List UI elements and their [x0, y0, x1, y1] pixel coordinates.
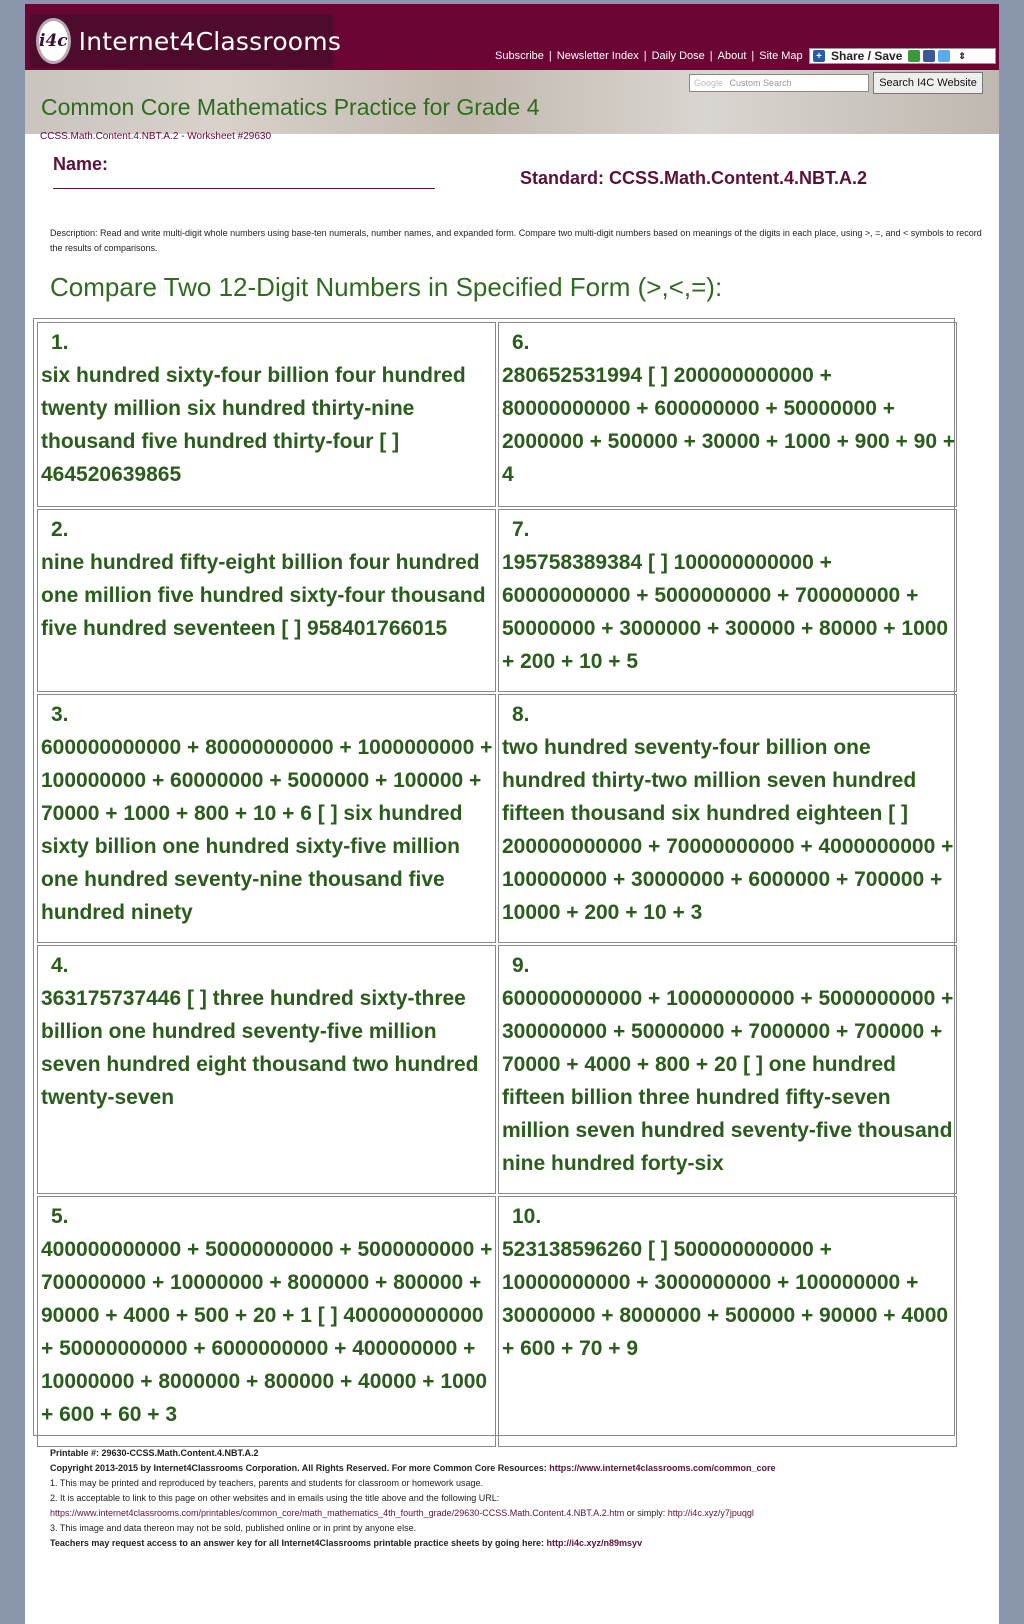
nav-separator: |: [751, 50, 755, 62]
problem-text: nine hundred fifty-eight billion four hundred one million five hundred sixty-four thousand five hundred seventeen [ ] 958401766015: [41, 551, 486, 640]
share-save-button[interactable]: [809, 48, 996, 64]
top-nav: [495, 50, 803, 62]
problem-number: 3.: [51, 703, 69, 726]
problem-number: 8.: [512, 703, 530, 726]
worksheet-url-link[interactable]: https://www.internet4classrooms.com/printables/common_core/math_mathematics_4th_fourth_grade/29630-CCSS.Math.Content.4.NBT.A.2.htm: [50, 1508, 625, 1518]
problem-text: 523138596260 [ ] 500000000000 + 10000000000 + 3000000000 + 100000000 + 30000000 + 8000000 + 500000 + 90000 + 4000 + 600 + 70 + 9: [502, 1238, 949, 1360]
logo-text: Internet4Classrooms: [78, 26, 342, 56]
printable-number: Printable #: 29630-CCSS.Math.Content.4.NBT.A.2: [50, 1448, 259, 1458]
common-core-link[interactable]: https://www.internet4classrooms.com/common_core: [549, 1463, 776, 1473]
problem-text: 363175737446 [ ] three hundred sixty-three billion one hundred seventy-five million seven hundred eight thousand two hundred twenty-seven: [41, 987, 479, 1109]
problem-cell: [37, 945, 496, 1194]
nav-newsletter-index[interactable]: Newsletter Index: [556, 50, 639, 62]
problem-cell: [498, 509, 957, 692]
problem-text: 280652531994 [ ] 200000000000 + 80000000000 + 600000000 + 50000000 + 2000000 + 500000 + 30000 + 1000 + 900 + 90 + 4: [502, 364, 956, 486]
standard-label: Standard: CCSS.Math.Content.4.NBT.A.2: [520, 168, 868, 188]
search-input[interactable]: [689, 74, 869, 92]
problem-number: 5.: [51, 1205, 69, 1228]
title-banner: [25, 70, 999, 134]
problem-text: six hundred sixty-four billion four hundred twenty million six hundred thirty-nine thousand five hundred thirty-four [ ] 464520639865: [41, 364, 466, 486]
share-label: Share / Save: [831, 49, 903, 63]
answer-key-link[interactable]: http://i4c.xyz/n89msyv: [546, 1538, 643, 1548]
search-button[interactable]: Search I4C Website: [873, 72, 983, 94]
note-3: 3. This image and data thereon may not be sold, published online or in print by anyone else.: [50, 1523, 417, 1533]
problem-text: 600000000000 + 80000000000 + 1000000000 + 100000000 + 60000000 + 5000000 + 100000 + 70000 + 1000 + 800 + 10 + 6 [ ] six hundred sixty billion one hundred sixty-five million one hundred seventy-nine thousand five hundred ninety: [41, 736, 493, 924]
search-placeholder: Custom Search: [729, 78, 792, 88]
nav-separator: |: [548, 50, 552, 62]
facebook-icon[interactable]: [923, 50, 935, 62]
problem-grid: [33, 318, 955, 1436]
problem-cell: [498, 322, 957, 507]
breadcrumb: CCSS.Math.Content.4.NBT.A.2 - Worksheet #29630: [40, 131, 272, 142]
problem-number: 9.: [512, 954, 530, 977]
site-header: [25, 4, 999, 70]
short-url-link[interactable]: http://i4c.xyz/y7jpuqgl: [667, 1508, 754, 1518]
problem-text: 195758389384 [ ] 100000000000 + 60000000000 + 5000000000 + 700000000 + 50000000 + 3000000 + 300000 + 80000 + 1000 + 200 + 10 + 5: [502, 551, 949, 673]
problem-text: 400000000000 + 50000000000 + 5000000000 + 700000000 + 10000000 + 8000000 + 800000 + 90000 + 4000 + 500 + 20 + 1 [ ] 400000000000 + 50000000000 + 6000000000 + 400000000 + 10000000 + 8000000 + 800000 + 40000 + 1000 + 600 + 60 + 3: [41, 1238, 493, 1426]
problem-cell: [498, 1196, 957, 1447]
share-dropdown-icon[interactable]: ⇕: [958, 50, 966, 61]
name-label: Name:: [53, 154, 109, 174]
worksheet-heading: Compare Two 12-Digit Numbers in Specified Form (>,<,=):: [50, 272, 723, 302]
page-title: Common Core Mathematics Practice for Grade 4: [41, 94, 540, 120]
copyright: Copyright 2013-2015 by Internet4Classrooms Corporation. All Rights Reserved. For more Common Core Resources:: [50, 1463, 550, 1473]
problem-number: 6.: [512, 331, 530, 354]
share-print-icon[interactable]: [908, 50, 920, 62]
problem-number: 1.: [51, 331, 69, 354]
footer: [50, 1446, 990, 1551]
problem-cell: [37, 322, 496, 507]
nav-daily-dose[interactable]: Daily Dose: [651, 50, 705, 62]
note-1: 1. This may be printed and reproduced by teachers, parents and students for classroom or homework usage.: [50, 1478, 484, 1488]
problem-number: 4.: [51, 954, 69, 977]
problem-text: 600000000000 + 10000000000 + 5000000000 + 300000000 + 50000000 + 7000000 + 700000 + 70000 + 4000 + 800 + 20 [ ] one hundred fifteen billion three hundred fifty-seven million seven hundred seventy-five thousand nine hundred forty-six: [502, 987, 954, 1175]
nav-about[interactable]: About: [717, 50, 747, 62]
logo-badge-icon: i4c: [36, 18, 71, 64]
name-line: [53, 188, 435, 189]
nav-separator: |: [643, 50, 647, 62]
problem-number: 2.: [51, 518, 69, 541]
description: Description: Read and write multi-digit whole numbers using base-ten numerals, number names, and expanded form. Compare two multi-digit numbers based on meanings of the digits in each place, using >, =, and < symbols to record the results of comparisons.: [50, 228, 982, 253]
problem-number: 7.: [512, 518, 530, 541]
url-or-text: or simply:: [624, 1508, 668, 1518]
note-2: 2. It is acceptable to link to this page on other websites and in emails using the title above and the following URL:: [50, 1493, 500, 1503]
nav-separator: |: [709, 50, 713, 62]
problem-text: two hundred seventy-four billion one hundred thirty-two million seven hundred fifteen thousand six hundred eighteen [ ] 200000000000 + 70000000000 + 4000000000 + 100000000 + 30000000 + 6000000 + 700000 + 10000 + 200 + 10 + 3: [502, 736, 954, 924]
nav-site-map[interactable]: Site Map: [759, 50, 803, 62]
twitter-icon[interactable]: [938, 50, 950, 62]
share-plus-icon: +: [813, 50, 825, 62]
problem-number: 10.: [512, 1205, 542, 1228]
nav-subscribe[interactable]: Subscribe: [495, 50, 544, 62]
problem-cell: [37, 1196, 496, 1447]
problem-cell: [37, 694, 496, 943]
google-logo: Google: [694, 78, 724, 88]
worksheet-page: [25, 4, 999, 1624]
answer-key-text: Teachers may request access to an answer key for all Internet4Classrooms printable practice sheets by going here:: [50, 1538, 547, 1548]
problem-cell: [498, 694, 957, 943]
problem-cell: [498, 945, 957, 1194]
site-logo[interactable]: [30, 14, 342, 68]
problem-cell: [37, 509, 496, 692]
